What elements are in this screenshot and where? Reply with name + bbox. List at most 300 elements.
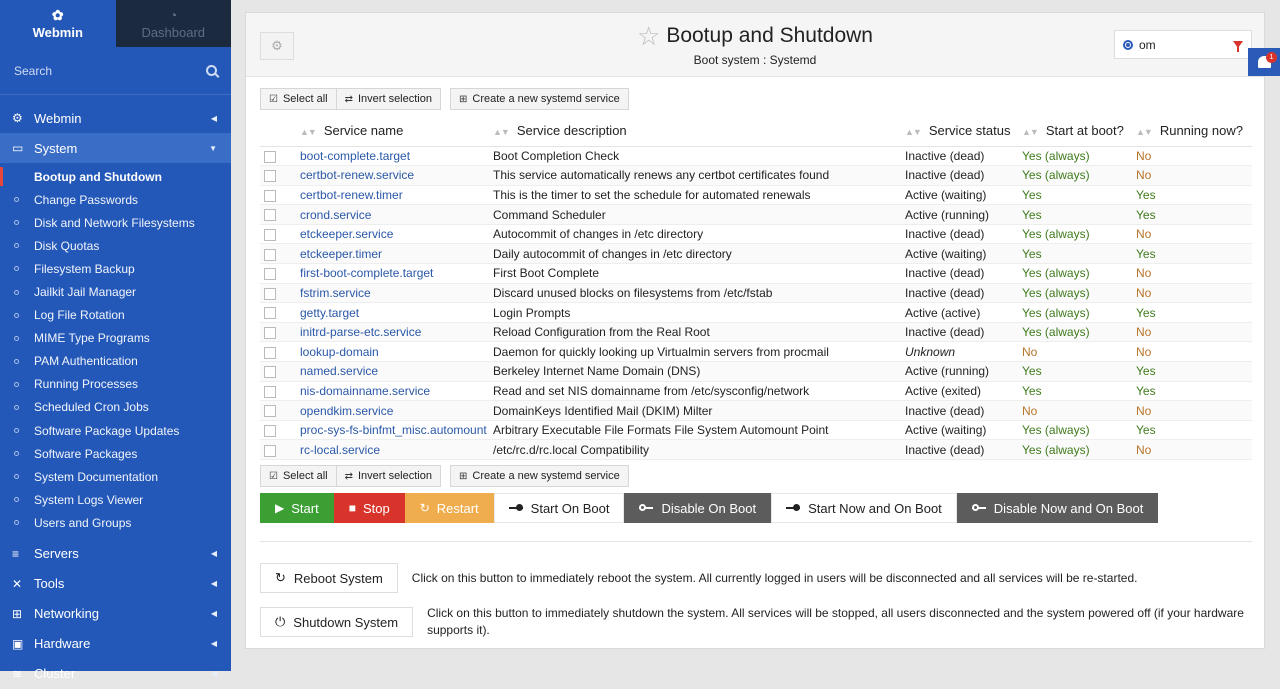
gear-icon: ⚙	[12, 111, 23, 125]
running-now-cell: No	[1136, 146, 1252, 166]
row-checkbox-cell	[260, 381, 300, 401]
start-at-boot-cell: Yes (always)	[1022, 420, 1136, 440]
tab-dashboard[interactable]	[116, 0, 232, 47]
table-row[interactable]	[260, 303, 1252, 323]
table-row[interactable]	[260, 401, 1252, 421]
table-row[interactable]	[260, 166, 1252, 186]
stop-square-icon: ■	[348, 501, 356, 515]
section-divider	[260, 541, 1252, 542]
tab-webmin[interactable]	[0, 0, 116, 47]
table-row[interactable]	[260, 264, 1252, 284]
service-name-cell	[300, 303, 493, 323]
sidebar-item-disk-and-network-filesystems[interactable]	[0, 211, 231, 234]
caret-down-icon: ▼	[209, 143, 217, 153]
bullet-icon	[14, 359, 19, 364]
running-now-cell: Yes	[1136, 244, 1252, 264]
start-now-and-on-boot-button[interactable]	[771, 493, 957, 523]
running-now-cell: No	[1136, 342, 1252, 362]
row-checkbox-cell	[260, 401, 300, 421]
caret-left-icon: ◀	[210, 113, 217, 123]
sort-icon: ▲▼	[1136, 127, 1152, 138]
running-now-cell: No	[1136, 440, 1252, 460]
caret-left-icon: ◀	[210, 549, 217, 558]
header-label: Service name	[323, 123, 404, 139]
table-row[interactable]	[260, 440, 1252, 460]
start-at-boot-cell: Yes (always)	[1022, 303, 1136, 323]
play-icon: ▶	[275, 501, 285, 515]
table-row[interactable]	[260, 185, 1252, 205]
shutdown-label: Shutdown System	[293, 614, 399, 630]
services-table-body	[260, 146, 1252, 460]
create-service-label: Create a new systemd service	[472, 470, 620, 482]
sidebar-categories-bottom	[0, 539, 231, 689]
sort-icon: ▲▼	[493, 127, 509, 138]
table-row[interactable]	[260, 322, 1252, 342]
sidebar-category-hardware[interactable]	[0, 629, 231, 659]
service-status-cell: Active (waiting)	[905, 420, 1022, 440]
running-now-cell: No	[1136, 322, 1252, 342]
main-content	[231, 0, 1280, 671]
servers-icon: ≡	[12, 546, 20, 561]
sidebar-item-change-passwords[interactable]	[0, 188, 231, 211]
row-checkbox-cell	[260, 146, 300, 166]
service-description-cell: Login Prompts	[493, 303, 905, 323]
start-at-boot-cell: Yes	[1022, 185, 1136, 205]
bullet-icon	[14, 520, 19, 525]
start-button[interactable]	[260, 493, 334, 523]
bullet-icon	[14, 428, 19, 433]
row-checkbox[interactable]	[264, 268, 276, 280]
service-status-cell: Inactive (dead)	[905, 440, 1022, 460]
shutdown-row	[260, 605, 1247, 639]
header-service-name[interactable]	[300, 116, 493, 146]
sidebar-item-pam-authentication[interactable]	[0, 350, 231, 373]
service-name-cell	[300, 381, 493, 401]
sidebar-category-webmin[interactable]	[0, 103, 231, 133]
sidebar-item-label: Filesystem Backup	[34, 261, 135, 276]
select-all-label: Select all	[282, 93, 328, 105]
tab-dashboard-label: Dashboard	[141, 25, 206, 40]
row-checkbox[interactable]	[264, 386, 276, 398]
running-now-cell: No	[1136, 264, 1252, 284]
service-status-cell: Active (running)	[905, 205, 1022, 225]
service-description-cell: Command Scheduler	[493, 205, 905, 225]
sidebar-category-cluster[interactable]	[0, 659, 231, 689]
sidebar-item-system-logs-viewer[interactable]	[0, 488, 231, 511]
invert-selection-label: Invert selection	[358, 93, 432, 105]
service-description-cell: Boot Completion Check	[493, 146, 905, 166]
sort-icon: ▲▼	[1022, 127, 1038, 138]
monitor-icon: ▭	[12, 141, 24, 155]
sidebar-category-tools[interactable]	[0, 569, 231, 599]
table-row[interactable]	[260, 244, 1252, 264]
networking-icon: ⊞	[12, 606, 23, 621]
bullet-icon	[14, 336, 19, 341]
service-name-cell	[300, 205, 493, 225]
start-at-boot-cell: No	[1022, 342, 1136, 362]
funnel-icon[interactable]	[1233, 41, 1243, 48]
sidebar-item-label: PAM Authentication	[34, 354, 138, 369]
row-checkbox-cell	[260, 283, 300, 303]
shutdown-system-button[interactable]	[260, 607, 413, 637]
page-title: Bootup and Shutdown	[666, 24, 873, 47]
disable-now-and-on-boot-button[interactable]	[957, 493, 1159, 523]
service-status-cell: Active (active)	[905, 303, 1022, 323]
restart-button[interactable]	[405, 493, 494, 523]
search-icon[interactable]	[206, 65, 217, 76]
bullet-icon	[14, 313, 19, 318]
service-action-buttons	[260, 493, 1158, 523]
start-at-boot-cell: Yes (always)	[1022, 166, 1136, 186]
create-service-button[interactable]	[450, 88, 629, 110]
service-status-cell: Inactive (dead)	[905, 283, 1022, 303]
services-table	[260, 116, 1252, 460]
service-status-cell: Inactive (dead)	[905, 146, 1022, 166]
row-checkbox-cell	[260, 205, 300, 225]
sidebar-item-bootup-and-shutdown[interactable]	[0, 165, 231, 188]
disable-on-boot-button[interactable]	[624, 493, 771, 523]
table-row[interactable]	[260, 205, 1252, 225]
tools-icon: ✕	[12, 576, 23, 591]
notifications-button[interactable]	[1248, 48, 1280, 76]
row-checkbox-cell	[260, 420, 300, 440]
reboot-description: Click on this button to immediately reboot the system. All currently logged in users will be disconnected and all services will be re-started.	[411, 570, 1138, 585]
service-status-cell: Unknown	[905, 342, 1022, 362]
sort-icon: ▲▼	[300, 127, 316, 138]
header-service-description[interactable]	[493, 116, 905, 146]
start-at-boot-cell: Yes (always)	[1022, 322, 1136, 342]
sidebar-category-system[interactable]	[0, 133, 231, 163]
service-link[interactable]: crond.service	[300, 207, 372, 222]
page-title-row	[637, 23, 873, 49]
caret-left-icon: ◀	[210, 609, 217, 618]
sidebar-category-servers[interactable]	[0, 539, 231, 569]
reboot-system-button[interactable]	[260, 563, 398, 593]
bullet-icon	[14, 220, 19, 225]
service-link[interactable]: getty.target	[300, 305, 360, 320]
restart-label: Restart	[436, 500, 479, 516]
service-link[interactable]: first-boot-complete.target	[300, 266, 434, 281]
row-checkbox-cell	[260, 342, 300, 362]
row-checkbox[interactable]	[264, 327, 276, 339]
service-status-cell: Inactive (dead)	[905, 401, 1022, 421]
sidebar-item-label: Jailkit Jail Manager	[34, 285, 137, 300]
service-name-cell	[300, 224, 493, 244]
bullet-icon	[14, 474, 19, 479]
sidebar-item-label: System Logs Viewer	[34, 492, 144, 507]
header-label: Service status	[928, 123, 1011, 139]
service-description-cell: Daemon for quickly looking up Virtualmin servers from procmail	[493, 342, 905, 362]
header-service-status[interactable]	[905, 116, 1022, 146]
page-header	[246, 13, 1264, 77]
search-input[interactable]: Search	[14, 63, 53, 78]
running-now-cell: Yes	[1136, 381, 1252, 401]
sidebar-category-label: System	[34, 140, 78, 156]
sidebar-item-label: Software Package Updates	[34, 423, 180, 438]
sidebar-item-label: Disk and Network Filesystems	[34, 215, 195, 230]
row-checkbox-cell	[260, 303, 300, 323]
invert-icon: ⇄	[344, 470, 353, 482]
sidebar-item-users-and-groups[interactable]	[0, 511, 231, 534]
row-checkbox[interactable]	[264, 366, 276, 378]
service-link[interactable]: named.service	[300, 364, 379, 379]
start-at-boot-cell: Yes (always)	[1022, 440, 1136, 460]
service-name-cell	[300, 420, 493, 440]
start-at-boot-cell: Yes	[1022, 381, 1136, 401]
start-now-and-on-boot-label: Start Now and On Boot	[808, 500, 942, 516]
row-checkbox-cell	[260, 440, 300, 460]
plus-square-icon: ⊞	[458, 470, 468, 482]
service-link[interactable]: lookup-domain	[300, 344, 379, 359]
row-checkbox-cell	[260, 224, 300, 244]
sidebar-item-running-processes[interactable]	[0, 373, 231, 396]
service-link[interactable]: initrd-parse-etc.service	[300, 325, 422, 340]
sidebar-item-log-file-rotation[interactable]	[0, 304, 231, 327]
toggle-on-icon	[509, 505, 523, 511]
row-checkbox[interactable]	[264, 190, 276, 202]
plus-square-icon: ⊞	[458, 93, 468, 105]
service-name-cell	[300, 440, 493, 460]
start-at-boot-cell: Yes	[1022, 244, 1136, 264]
sidebar-item-label: System Documentation	[34, 469, 159, 484]
service-name-cell	[300, 166, 493, 186]
running-now-cell: No	[1136, 283, 1252, 303]
bottom-selection-toolbar	[260, 465, 628, 487]
reboot-icon: ↻	[275, 570, 286, 585]
service-status-cell: Inactive (dead)	[905, 224, 1022, 244]
row-checkbox-cell	[260, 264, 300, 284]
sidebar-item-scheduled-cron-jobs[interactable]	[0, 396, 231, 419]
system-submenu	[0, 163, 231, 539]
toggle-off-icon	[972, 505, 986, 511]
row-checkbox[interactable]	[264, 445, 276, 457]
service-name-cell	[300, 185, 493, 205]
start-on-boot-label: Start On Boot	[530, 500, 610, 516]
sidebar	[0, 0, 231, 681]
bullet-icon	[14, 405, 19, 410]
header-checkbox-col	[260, 116, 300, 146]
bullet-icon	[14, 497, 19, 502]
start-at-boot-cell: Yes (always)	[1022, 264, 1136, 284]
row-checkbox-cell	[260, 166, 300, 186]
refresh-icon: ↻	[419, 501, 430, 515]
service-name-cell	[300, 322, 493, 342]
invert-icon: ⇄	[344, 93, 353, 105]
service-link[interactable]: fstrim.service	[300, 285, 371, 300]
sidebar-item-label: MIME Type Programs	[34, 331, 150, 346]
service-name-cell	[300, 401, 493, 421]
running-now-cell: Yes	[1136, 205, 1252, 225]
invert-selection-button[interactable]	[336, 88, 441, 110]
caret-left-icon: ◀	[210, 639, 217, 648]
service-status-cell: Active (waiting)	[905, 244, 1022, 264]
select-all-button[interactable]	[260, 88, 337, 110]
disable-now-and-on-boot-label: Disable Now and On Boot	[993, 500, 1144, 516]
row-checkbox-cell	[260, 244, 300, 264]
service-description-cell: /etc/rc.d/rc.local Compatibility	[493, 440, 905, 460]
row-checkbox[interactable]	[264, 170, 276, 182]
service-link[interactable]: certbot-renew.service	[300, 168, 415, 183]
service-description-cell: First Boot Complete	[493, 264, 905, 284]
tab-webmin-label: Webmin	[32, 25, 83, 40]
row-checkbox[interactable]	[264, 405, 276, 417]
bullet-icon	[14, 266, 19, 271]
sort-icon: ▲▼	[905, 127, 921, 138]
sidebar-item-label: Users and Groups	[34, 515, 132, 530]
table-row[interactable]	[260, 381, 1252, 401]
bullet-icon	[14, 197, 19, 202]
row-checkbox[interactable]	[264, 347, 276, 359]
sidebar-item-system-documentation[interactable]	[0, 465, 231, 488]
running-now-cell: No	[1136, 166, 1252, 186]
bullet-icon	[14, 290, 19, 295]
running-now-cell: Yes	[1136, 420, 1252, 440]
select-all-button[interactable]	[260, 465, 337, 487]
start-at-boot-cell: Yes	[1022, 205, 1136, 225]
table-row[interactable]	[260, 224, 1252, 244]
row-checkbox-cell	[260, 185, 300, 205]
sidebar-item-label: Scheduled Cron Jobs	[34, 400, 149, 415]
sidebar-item-filesystem-backup[interactable]	[0, 257, 231, 280]
service-link[interactable]: rc-local.service	[300, 442, 381, 457]
sidebar-item-software-package-updates[interactable]	[0, 419, 231, 442]
caret-left-icon: ◀	[210, 669, 217, 678]
service-link[interactable]: opendkim.service	[300, 403, 394, 418]
toggle-off-icon	[639, 505, 653, 511]
filter-input[interactable]: om	[1139, 37, 1156, 52]
service-status-cell: Inactive (dead)	[905, 264, 1022, 284]
title-block	[246, 23, 1264, 67]
row-checkbox[interactable]	[264, 425, 276, 437]
service-description-cell: Daily autocommit of changes in /etc directory	[493, 244, 905, 264]
table-row[interactable]	[260, 146, 1252, 166]
start-at-boot-cell: No	[1022, 401, 1136, 421]
page-subtitle: Boot system : Systemd	[693, 53, 817, 67]
top-selection-toolbar	[260, 88, 628, 110]
sidebar-category-label: Webmin	[34, 110, 82, 126]
sidebar-item-label: Running Processes	[34, 377, 139, 392]
start-at-boot-cell: Yes	[1022, 362, 1136, 382]
table-row[interactable]	[260, 420, 1252, 440]
create-service-button[interactable]	[450, 465, 629, 487]
service-name-cell	[300, 283, 493, 303]
service-description-cell: Discard unused blocks on filesystems from /etc/fstab	[493, 283, 905, 303]
running-now-cell: No	[1136, 401, 1252, 421]
header-label: Running now?	[1159, 123, 1243, 139]
notification-count-badge: 1	[1266, 52, 1277, 63]
service-name-cell	[300, 146, 493, 166]
service-name-cell	[300, 244, 493, 264]
table-header-row	[260, 116, 1252, 146]
stop-button[interactable]	[334, 493, 405, 523]
sidebar-item-label: Disk Quotas	[34, 238, 100, 253]
service-link[interactable]: proc-sys-fs-binfmt_misc.automount	[300, 423, 487, 438]
start-on-boot-button[interactable]	[494, 493, 625, 523]
service-name-cell	[300, 264, 493, 284]
start-at-boot-cell: Yes (always)	[1022, 224, 1136, 244]
gear-icon: ⚙	[271, 38, 283, 53]
row-checkbox[interactable]	[264, 307, 276, 319]
service-link[interactable]: etckeeper.service	[300, 227, 394, 242]
sidebar-item-disk-quotas[interactable]	[0, 234, 231, 257]
sidebar-item-software-packages[interactable]	[0, 442, 231, 465]
sidebar-item-jailkit-jail-manager[interactable]	[0, 280, 231, 303]
hardware-icon: ▣	[12, 636, 24, 651]
sidebar-category-networking[interactable]	[0, 599, 231, 629]
service-description-cell: DomainKeys Identified Mail (DKIM) Milter	[493, 401, 905, 421]
sidebar-category-label: Tools	[34, 576, 65, 591]
reboot-label: Reboot System	[293, 570, 383, 586]
header-label: Start at boot?	[1045, 123, 1124, 139]
invert-selection-label: Invert selection	[358, 470, 432, 482]
service-name-cell	[300, 362, 493, 382]
service-status-cell: Active (waiting)	[905, 185, 1022, 205]
row-checkbox[interactable]	[264, 229, 276, 241]
service-link[interactable]: nis-domainname.service	[300, 383, 431, 398]
service-description-cell: Reload Configuration from the Real Root	[493, 322, 905, 342]
caret-left-icon: ◀	[210, 579, 217, 588]
sidebar-topbar	[0, 0, 231, 47]
running-now-cell: Yes	[1136, 303, 1252, 323]
header-running-now[interactable]	[1136, 116, 1252, 146]
row-checkbox[interactable]	[264, 249, 276, 261]
invert-selection-button[interactable]	[336, 465, 441, 487]
bullet-icon	[14, 451, 19, 456]
running-now-cell: Yes	[1136, 185, 1252, 205]
table-row[interactable]	[260, 342, 1252, 362]
service-status-cell: Inactive (dead)	[905, 166, 1022, 186]
sidebar-item-label: Log File Rotation	[34, 308, 125, 323]
cluster-icon: ≋	[12, 666, 23, 681]
webmin-logo-icon: ✿	[51, 7, 64, 23]
service-link[interactable]: boot-complete.target	[300, 148, 411, 163]
bullet-icon	[14, 243, 19, 248]
service-link[interactable]: etckeeper.timer	[300, 246, 383, 261]
dashboard-gauge-icon: ◔	[169, 7, 178, 23]
running-now-cell: Yes	[1136, 362, 1252, 382]
row-checkbox[interactable]	[264, 151, 276, 163]
select-all-label: Select all	[282, 470, 328, 482]
service-name-cell	[300, 342, 493, 362]
toggle-on-icon	[786, 505, 800, 511]
sidebar-item-label: Bootup and Shutdown	[34, 169, 162, 184]
sidebar-category-label: Networking	[34, 606, 100, 621]
filter-box[interactable]	[1114, 30, 1252, 59]
row-checkbox[interactable]	[264, 209, 276, 221]
service-link[interactable]: certbot-renew.timer	[300, 187, 403, 202]
sidebar-search[interactable]	[0, 47, 231, 95]
sidebar-category-label: Hardware	[34, 636, 91, 651]
power-icon: ⏻	[275, 614, 286, 629]
bullet-icon	[14, 382, 19, 387]
disable-on-boot-label: Disable On Boot	[661, 500, 757, 516]
stop-label: Stop	[362, 500, 390, 516]
favorite-star-icon[interactable]: ☆	[637, 21, 661, 51]
header-start-at-boot[interactable]	[1022, 116, 1136, 146]
service-description-cell: Autocommit of changes in /etc directory	[493, 224, 905, 244]
service-description-cell: This service automatically renews any certbot certificates found	[493, 166, 905, 186]
create-service-label: Create a new systemd service	[472, 93, 620, 105]
table-row[interactable]	[260, 362, 1252, 382]
content-panel	[245, 12, 1265, 649]
table-row[interactable]	[260, 283, 1252, 303]
service-description-cell: This is the timer to set the schedule for automated renewals	[493, 185, 905, 205]
check-square-icon: ☑	[269, 470, 278, 482]
sidebar-category-label: Cluster	[34, 666, 76, 681]
start-at-boot-cell: Yes (always)	[1022, 283, 1136, 303]
sidebar-item-mime-type-programs[interactable]	[0, 327, 231, 350]
row-checkbox[interactable]	[264, 288, 276, 300]
